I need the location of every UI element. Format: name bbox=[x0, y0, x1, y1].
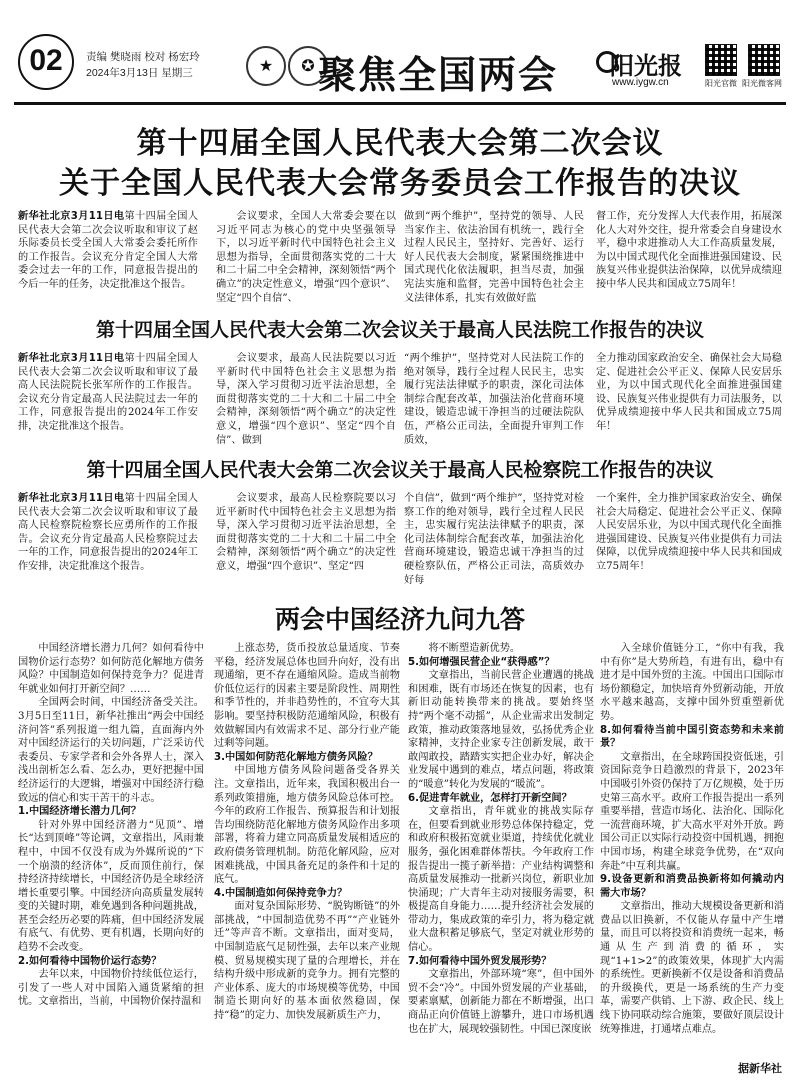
dateline: 新华社北京3月11日电 bbox=[18, 493, 125, 504]
paragraph: 文章指出，外部环境“寒”，但中国外贸不会“冷”。中国外贸发展的产业基础，要素禀赋，创新能力都在不断增强，出口商品正向价值链上游攀升，进口市场机遇也在扩大，展现较强韧性。中国已深度嵌 bbox=[408, 969, 594, 1035]
paragraph: 入全球价值链分工，“你中有我，我中有你”是大势所趋，有进有出，稳中有进才是中国外贸的主流。中国出口国际市场份额稳定，加快培育外贸新动能，开放水平越来越高，支撑中国外贸重塑新优势。 bbox=[600, 643, 784, 722]
question-heading: 4.中国制造如何保持竞争力？ bbox=[214, 887, 348, 899]
article4-column bbox=[408, 642, 594, 1060]
article4-title: 两会中国经济九问九答 bbox=[274, 605, 525, 634]
article2-column: 会议要求，最高人民法院要以习近平新时代中国特色社会主义思想为指导，深入学习贯彻习近平法治思想，全面贯彻落实党的二十大和二十届二中全会精神，深刻领悟“两个确立”的决定性意义，增强“四个意识”、坚定“四个自信”、做到 bbox=[216, 353, 396, 446]
article4-column bbox=[18, 642, 204, 1060]
article3-column bbox=[18, 492, 198, 588]
article1-column: 做到“两个维护”，坚持党的领导、人民当家作主、依法治国有机统一，践行全过程人民民主，坚持好、完善好、运行好人民代表大会制度，紧紧围绕推进中国式现代化依法履职，担当尽责，加强宪法实施和监督，完善中国特色社会主义法律体系，扎实有效做好监 bbox=[404, 211, 584, 304]
article3-title: 第十四届全国人民代表大会第二次会议关于最高人民检察院工作报告的决议 bbox=[86, 459, 714, 481]
paragraph: 文章指出，在全球跨国投资低迷，引资国际竞争日趋激烈的背景下，2023年中国吸引外资仍保持了万亿规模，处于历史第三高水平。政府工作报告提出一系列重要举措，营造市场化、法治化、国际化一流营商环境，扩大高水平对外开放。跨国公司正以实际行动投资中国机遇，拥抱中国市场，构建全球竞争优势，在“双向奔赴”中互利共赢。 bbox=[600, 751, 784, 872]
qr-code-icon bbox=[705, 44, 737, 76]
paragraph: 全国两会时间，中国经济备受关注。3月5日至11日，新华社推出“两会中国经济问答”系列报道一组九篇，直面海内外对中国经济运行的关切问题，广泛采访代表委员、专家学者和会外各界人士，深入浅出剖析怎么看、怎么办，更好把握中国经济运行的大逻辑，增强对中国经济行稳致远的信心和实干苦干的斗志。 bbox=[18, 697, 204, 804]
article3-column: 个自信”，做到“两个维护”，坚持党对检察工作的绝对领导，践行全过程人民民主，忠实履行宪法法律赋予的职责，深化司法体制综合配套改革，加强法治化营商环境建设，锻造忠诚干净担当的过硬检察队伍，严格公正司法，高质效办好每 bbox=[404, 493, 584, 586]
dateline: 新华社北京3月11日电 bbox=[18, 211, 125, 222]
question-heading: 5.如何增强民营企业“获得感”？ bbox=[408, 656, 555, 668]
website-link[interactable]: www.iygw.cn bbox=[612, 77, 669, 88]
paragraph: 针对外界中国经济潜力“见顶”、增长“达到顶峰”等论调，文章指出，风雨兼程中，中国不仅没有成为外媒所说的“下一个崩溃的经济体”，反而顶住前行，保持经济持续增长，中国经济仍是全球经济增长重要引擎。中国经济向高质量发展转变的关键时期，难免遇到各种问题挑战，甚至会经历必要的阵痛，但中国经济发展有底气、有优势、更有机遇，长期向好的趋势不会改变。 bbox=[18, 819, 204, 954]
section-title: 聚焦全国两会 bbox=[318, 52, 559, 97]
paragraph: 中国经济增长潜力几何？如何看待中国物价运行态势？如何防范化解地方债务风险？中国制造如何保持竞争力？促进青年就业如何打开新空间？…… bbox=[18, 643, 204, 695]
article1-text: 第十四届全国人民代表大会第二次会议听取和审议了赵乐际委员长受全国人大常委会委托所作的工作报告。会议充分肯定全国人大常委会过去一年的工作，同意报告提出的今后一年的任务，决定批准这个报告。 bbox=[18, 211, 198, 290]
paragraph: 文章指出，当前民营企业遭遇的挑战和困难，既有市场还在恢复的因素，也有新旧动能转换带来的挑战。要始终坚持“两个毫不动摇”，从企业需求出发制定政策，推动政策落地显效，弘扬优秀企业家精神，支持企业家专注创新发展，敢干敢闯敢投，踏踏实实把企业办好，解决企业发展中遇到的难点，堵点问题，将政策的“暖意”转化为发展的“暖流”。 bbox=[408, 670, 594, 790]
page-number: 02 bbox=[18, 34, 74, 90]
article2-column: “两个维护”，坚持党对人民法院工作的绝对领导，践行全过程人民民主，忠实履行宪法法律赋予的职责，深化司法体制综合配套改革，加强法治化营商环境建设，锻造忠诚干净担当的过硬法院队伍，严格公正司法，全面提升审判工作质效， bbox=[404, 353, 584, 446]
paragraph: 将不断塑造新优势。 bbox=[428, 643, 521, 654]
editor-credits: 责编 樊晓雨 校对 杨宏玲 bbox=[86, 51, 200, 63]
cppcc-emblem-icon: ✪ bbox=[288, 46, 328, 86]
paragraph: 文章指出，青年就业的挑战实际存在，但要看到就业形势总体保持稳定，党和政府积极拓宽就业渠道，持续优化就业服务，强化困难群体帮扶。今年政府工作报告提出一揽子新举措：产业结构调整和高质量发展推动一批新兴岗位，新职业加快涌现；广大青年主动对接服务需要，积极提高自身能力……提升经济社会发展的带动力，集成政策的牵引力，将为稳定就业大盘积蓄足够底气，坚定对就业形势的信心。 bbox=[408, 806, 594, 954]
article1-column: 督工作，充分发挥人大代表作用，拓展深化人大对外交往，提升常委会自身建设水平，稳中求进推动人大工作高质量发展，为以中国式现代化全面推进强国建设、民族复兴伟业提供法治保障，以优异成绩迎接中华人民共和国成立75周年！ bbox=[596, 211, 782, 290]
article2-column: 全力推动国家政治安全、确保社会大局稳定、促进社会公平正义、保障人民安居乐业，为以中国式现代化全面推进强国建设、民族复兴伟业提供有力司法服务，以优异成绩迎接中华人民共和国成立75周年！ bbox=[596, 353, 782, 432]
article3-column: 会议要求，最高人民检察院要以习近平新时代中国特色社会主义思想为指导，深入学习贯彻习近平法治思想，全面贯彻落实党的二十大和二十届二中全会精神，深刻领悟“两个确立”的决定性意义，增强“四个意识”、坚定“四 bbox=[216, 493, 396, 572]
question-heading: 6.促进青年就业，怎样打开新空间？ bbox=[408, 792, 572, 804]
article4-column bbox=[214, 642, 400, 1060]
paragraph: 面对复杂国际形势、“脱钩断链”的外部挑战，“中国制造优势不再”“产业链外迁”等声音不断。文章指出，面对变局，中国制造底气足韧性强，去年以来产业规模、贸易规模实现了量的合理增长，并在结构升级中形成新的竞争力。拥有完整的产业体系、庞大的市场规模等优势，中国制造长期向好的基本面依然稳固，保持“稳”的定力、加快发展新质生产力， bbox=[214, 901, 400, 1022]
article2-text: 第十四届全国人民代表大会第二次会议听取和审议了最高人民法院院长张军所作的工作报告。会议充分肯定最高人民法院过去一年的工作，同意报告提出的2024年工作安排，决定批准这个报告。 bbox=[18, 353, 198, 432]
qr-code-icon bbox=[748, 44, 780, 76]
paper-name: 阳光报 bbox=[610, 51, 682, 80]
qr-label: 阳光微客网 bbox=[742, 79, 782, 88]
qr-label: 阳光官微 bbox=[705, 79, 737, 88]
article4-column bbox=[600, 642, 784, 1060]
paragraph: 中国地方债务风险问题备受各界关注。文章指出，近年来，我国积极出台一系列政策措施，地方债务风险总体可控。今年的政府工作报告、预算报告和计划报告均围绕防范化解地方债务风险作出多项部署，将着力建立同高质量发展相适应的政府债务管理机制。防范化解风险，应对困难挑战，中国具备充足的条件和十足的底气。 bbox=[214, 765, 400, 886]
question-heading: 2.如何看待中国物价运行态势？ bbox=[18, 955, 162, 967]
question-heading: 1.中国经济增长潜力几何？ bbox=[18, 806, 142, 818]
byline: 据新华社 bbox=[738, 1062, 782, 1075]
paragraph: 文章指出，推动大规模设备更新和消费品以旧换新，不仅能从存量中产生增量，而且可以将投资和消费统一起来，畅通从生产到消费的循环，实现“1+1>2”的政策效果，体现扩大内需的系统性。更新换新不仅是设备和消费品的升级换代，更是一场系统的生产力变革，需要产供销、上下游、政企民、线上线下协同联动综合施策，要做好顶层设计统筹推进，打通堵点难点。 bbox=[600, 901, 784, 1035]
article1-column: 会议要求，全国人大常委会要在以习近平同志为核心的党中央坚强领导下，以习近平新时代中国特色社会主义思想为指导，全面贯彻落实党的二十大和二十届二中全会精神，深刻领悟“两个确立”的决定性意义，增强“四个意识”、坚定“四个自信”、 bbox=[216, 211, 396, 304]
issue-date: 2024年3月13日 星期三 bbox=[86, 67, 193, 79]
paragraph: 去年以来，中国物价持续低位运行，引发了一些人对中国陷入通货紧缩的担忧。文章指出，当前，中国物价保持温和 bbox=[18, 969, 204, 1008]
header-divider bbox=[14, 102, 786, 105]
national-emblem-icon: ★ bbox=[246, 46, 286, 86]
article1-column bbox=[18, 210, 198, 306]
dateline: 新华社北京3月11日电 bbox=[18, 353, 125, 364]
article2-column bbox=[18, 352, 198, 448]
question-heading: 3.中国如何防范化解地方债务风险？ bbox=[214, 751, 378, 763]
article1-title-line1: 第十四届全国人民代表大会第二次会议 bbox=[136, 126, 664, 161]
paragraph: 上涨态势，货币投放总量适度、节奏平稳，经济发展总体也回升向好，没有出现通缩，更不存在通缩风险。造成当前物价低位运行的因素主要是阶段性、周期性和季节性的，并非趋势性的，不宜夸大其影响。要坚持积极防范通缩风险，积极有效做解国内有效需求不足、部分行业产能过剩等问题。 bbox=[214, 643, 400, 750]
question-heading: 9.设备更新和消费品换新将如何撬动内需大市场？ bbox=[600, 874, 784, 899]
article2-title: 第十四届全国人民代表大会第二次会议关于最高人民法院工作报告的决议 bbox=[95, 319, 704, 341]
article3-text: 第十四届全国人民代表大会第二次会议听取和审议了最高人民检察院检察长应勇所作的工作报告。会议充分肯定最高人民检察院过去一年的工作，同意报告提出的2024年工作安排，决定批准这个报告。 bbox=[18, 493, 198, 572]
question-heading: 7.如何看待中国外贸发展形势？ bbox=[408, 955, 552, 967]
article3-column: 一个案件，全力推护国家政治安全、确保社会大局稳定、促进社会公平正义、保障人民安居乐业，为以中国式现代化全面推进强国建设、民族复兴伟业提供有力司法保障，以优异成绩迎接中华人民共和国成立75周年！ bbox=[596, 493, 782, 572]
page-header bbox=[0, 0, 800, 100]
question-heading: 8.如何看待当前中国引资态势和未来前景？ bbox=[600, 724, 784, 750]
article1-title-line2: 关于全国人民代表大会常务委员会工作报告的决议 bbox=[59, 166, 741, 201]
